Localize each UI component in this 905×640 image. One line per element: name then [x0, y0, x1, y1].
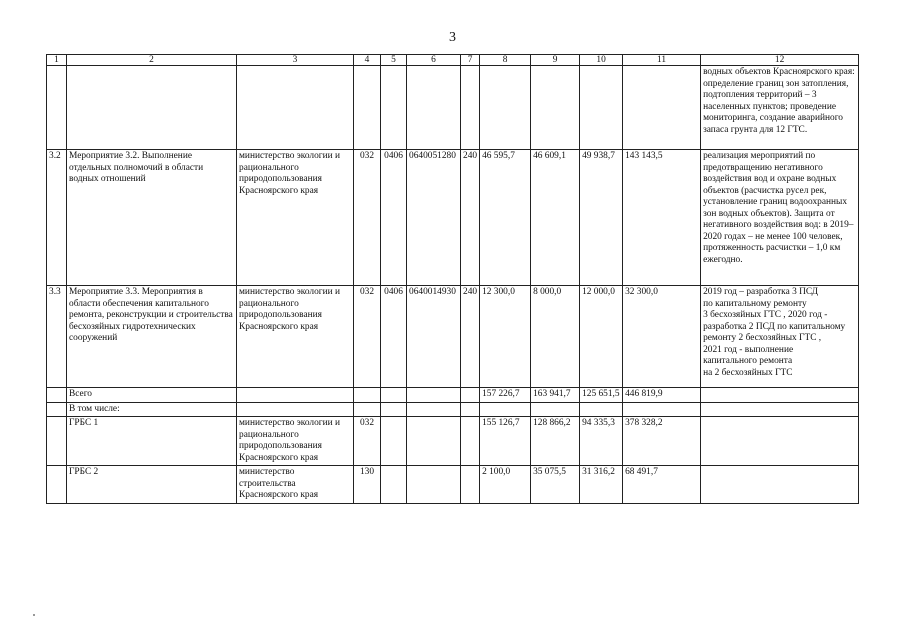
amount-2020: 35 075,5	[531, 466, 580, 504]
total-label: Всего	[67, 388, 237, 403]
code-expense-type: 240	[461, 150, 480, 286]
code-section: 0406	[381, 286, 407, 388]
column-number: 12	[701, 55, 859, 66]
amount-2019: 155 126,7	[480, 417, 531, 466]
column-number: 9	[531, 55, 580, 66]
grbs-label: ГРБС 1	[67, 417, 237, 466]
budget-table	[46, 54, 859, 504]
column-number: 8	[480, 55, 531, 66]
amount-2019: 46 595,7	[480, 150, 531, 286]
amount-2020: 46 609,1	[531, 150, 580, 286]
column-number: 7	[461, 55, 480, 66]
column-number: 11	[623, 55, 701, 66]
row-number: 3.3	[47, 286, 67, 388]
amount-2021: 94 335,3	[580, 417, 623, 466]
amount-2021: 31 316,2	[580, 466, 623, 504]
table-row	[47, 150, 859, 286]
column-number: 2	[67, 55, 237, 66]
result-cell: реализация мероприятий по предотвращению негативного воздействия вод и охране водных объектов (расчистка русел рек, установление границ водоохранных зон водных объектов). Защита от негативного воздействия вод: в 2019–2020 годах – не менее 100 человек, протяженность расчистки – 1,0 км ежегодно.	[701, 150, 859, 286]
code-target: 0640014930	[407, 286, 461, 388]
code-grbs: 130	[354, 466, 381, 504]
column-number: 1	[47, 55, 67, 66]
code-grbs: 032	[354, 417, 381, 466]
amount-total: 32 300,0	[623, 286, 701, 388]
column-numbers-row	[47, 55, 859, 66]
grbs-name: министерство экологии и рационального природопользования Красноярского края	[237, 417, 354, 466]
continued-row	[47, 66, 859, 150]
code-section: 0406	[381, 150, 407, 286]
code-grbs: 032	[354, 150, 381, 286]
column-number: 3	[237, 55, 354, 66]
result-cell: 2019 год – разработка 3 ПСД по капитальному ремонту 3 бесхозяйных ГТС , 2020 год - разработка 2 ПСД по капитальному ремонту 2 бесхозяйных ГТС , 2021 год - выполнение капитального ремонта на 2 бесхозяйных ГТС	[701, 286, 859, 388]
grbs-name: министерство экологии и рационального природопользования Красноярского края	[237, 150, 354, 286]
amount-total: 68 491,7	[623, 466, 701, 504]
amount-2020: 128 866,2	[531, 417, 580, 466]
grbs-name: министерство экологии и рационального природопользования Красноярского края	[237, 286, 354, 388]
column-number: 4	[354, 55, 381, 66]
amount-2019: 2 100,0	[480, 466, 531, 504]
row-number: 3.2	[47, 150, 67, 286]
amount-2019: 12 300,0	[480, 286, 531, 388]
column-number: 10	[580, 55, 623, 66]
total-2019: 157 226,7	[480, 388, 531, 403]
scan-speck	[33, 614, 35, 616]
amount-2021: 12 000,0	[580, 286, 623, 388]
code-grbs: 032	[354, 286, 381, 388]
page-number: 3	[449, 30, 456, 45]
code-target: 0640051280	[407, 150, 461, 286]
grbs-label: ГРБС 2	[67, 466, 237, 504]
including-label: В том числе:	[67, 402, 237, 417]
code-expense-type: 240	[461, 286, 480, 388]
grbs-row	[47, 417, 859, 466]
including-row	[47, 402, 859, 417]
grbs-row	[47, 466, 859, 504]
result-cell: водных объектов Красноярского края: определение границ зон затопления, подтопления территорий – 3 населенных пунктов; проведение мониторинга, создание аварийного запаса грунта для 12 ГТС.	[701, 66, 859, 150]
column-number: 5	[381, 55, 407, 66]
amount-2020: 8 000,0	[531, 286, 580, 388]
activity-name: Мероприятие 3.3. Мероприятия в области обеспечения капитального ремонта, реконструкции и строительства бесхозяйных гидротехнических сооружений	[67, 286, 237, 388]
grbs-name: министерство строительства Красноярского края	[237, 466, 354, 504]
table-row	[47, 286, 859, 388]
activity-name: Мероприятие 3.2. Выполнение отдельных полномочий в области водных отношений	[67, 150, 237, 286]
amount-2021: 49 938,7	[580, 150, 623, 286]
total-sum: 446 819,9	[623, 388, 701, 403]
total-2020: 163 941,7	[531, 388, 580, 403]
amount-total: 143 143,5	[623, 150, 701, 286]
total-row	[47, 388, 859, 403]
amount-total: 378 328,2	[623, 417, 701, 466]
column-number: 6	[407, 55, 461, 66]
total-2021: 125 651,5	[580, 388, 623, 403]
